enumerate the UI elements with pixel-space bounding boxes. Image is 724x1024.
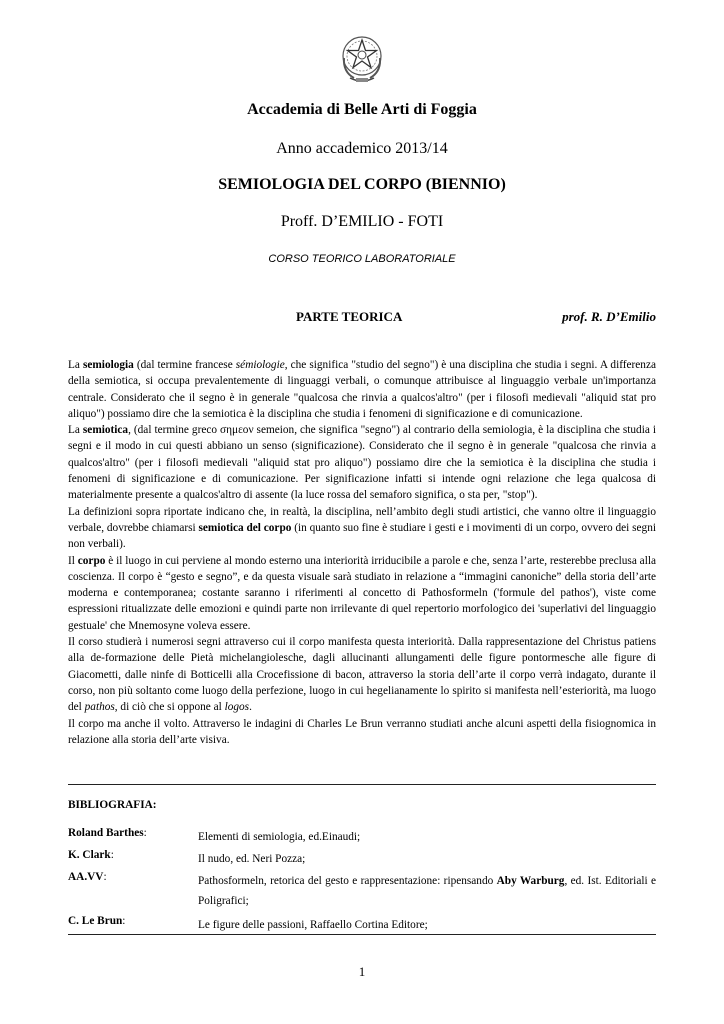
bib-work: Il nudo, ed. Neri Pozza; [198, 853, 306, 865]
divider-bottom [68, 934, 656, 935]
bib-author: C. Le Brun: [68, 915, 126, 927]
paragraph-corpo: Il corpo è il luogo in cui perviene al mondo esterno una interiorità irriducibile a parole e che, senza l’arte, resterebbe preclusa alla coscienza. Il corpo è “gesto e segno”, e da questa visuale sarà studiato in relazione a “immagini canoniche” della storia dell’arte moderna e contemporanea; costante saranno i riferimenti al concetto di Pathosformeln ('formule del pathos'), viste come espressioni ritualizzate delle emozioni e quindi parte non irrilevante di quel repertorio morfologico dei 'superlativi del linguaggio gestuale' che Mnemosyne voleva essere. [68, 554, 656, 632]
paragraph-corso: Il corso studierà i numerosi segni attraverso cui il corpo manifesta questa interiorità. Dalla rappresentazione del Christus patiens alla de-formazione delle Pietà michelangiolesche, dagli allucinanti allungamenti delle figure pontormesche alle figure di Giacometti, dalle ninfe di Botticelli alla Crocefissione di bacon, attraverso la storia dell’arte il corpo verrà indagato, durante il corso, non più soltanto come luogo della perfezione, luogo in cui hegelianamente lo spirito si manifesta nell’esteriorità, ma luogo del pathos, di ciò che si oppone al logos. [68, 636, 656, 714]
bib-work: Pathosformeln, retorica del gesto e rappresentazione: ripensando Aby Warburg, ed. Ist. Editoriali e Poligrafici; [198, 875, 656, 907]
bib-work: Elementi di semiologia, ed.Einaudi; [198, 831, 361, 843]
paragraph-volto: Il corpo ma anche il volto. Attraverso le indagini di Charles Le Brun verranno studiati anche alcuni aspetti della fisiognomica in relazione alla storia dell’arte visiva. [68, 717, 656, 746]
bib-author: Roland Barthes: [68, 827, 147, 839]
italian-republic-emblem-icon [338, 32, 386, 84]
bib-author: K. Clark: [68, 849, 114, 861]
section-title: PARTE TEORICA [296, 309, 403, 324]
bibliography-heading: BIBLIOGRAFIA: [68, 799, 157, 811]
course-title: SEMIOLOGIA DEL CORPO (BIENNIO) [218, 176, 506, 193]
paragraph-semiologia: La semiologia (dal termine francese sémiologie, che significa "studio del segno") è una disciplina che studia i segni. A differenza della semiotica, si occupa prevalentemente di linguaggi verbali, o comunque attribuisce al linguaggio verbale un'importanza centrale. Considerato che il segno è in generale "qualcosa che rinvia a qualcos'altro" (per i filosofi medievali "aliquid stat pro aliquo") possiamo dire che la semiotica è la disciplina che studia i fenomeni di significazione e di comunicazione. [68, 359, 656, 420]
paragraph-semiotica: La semiotica, (dal termine greco σημεον semeion, che significa "segno") al contrario della semiologia, è la disciplina che studia i segni e il modo in cui questi abbiano un senso (significazione). Considerato che il segno è in generale "qualcosa che rinvia a qualcos'altro" (per i filosofi medievali "aliquid stat pro aliquo") possiamo dire che la semiotica è la disciplina che studia i fenomeni di significazione e di comunicazione. Per significazione infatti si intende ogni relazione che lega qualcosa di materialmente presente a qualcos'altro di assente (la luce rossa del semaforo significa, o sta per, "stop"). [68, 424, 656, 502]
paragraph-definizioni: La definizioni sopra riportate indicano che, in realtà, la disciplina, nell’ambito degli studi artistici, che vanno oltre il linguaggio verbale, dovrebbe chiamarsi semiotica del corpo (in quanto suo fine è studiare i gesti e i movimenti di un corpo, ovvero dei segni non verbali). [68, 505, 656, 551]
academic-year: Anno accademico 2013/14 [276, 140, 448, 157]
bib-author: AA.VV: [68, 871, 107, 883]
page-number: 1 [358, 964, 366, 979]
professors: Proff. D’EMILIO - FOTI [280, 213, 444, 230]
section-professor: prof. R. D’Emilio [562, 309, 656, 324]
course-subtitle: CORSO TEORICO LABORATORIALE [268, 253, 456, 265]
divider-top [68, 784, 656, 785]
institution-title: Accademia di Belle Arti di Foggia [247, 101, 477, 118]
bib-work: Le figure delle passioni, Raffaello Cortina Editore; [198, 919, 428, 931]
body-text [68, 357, 656, 748]
